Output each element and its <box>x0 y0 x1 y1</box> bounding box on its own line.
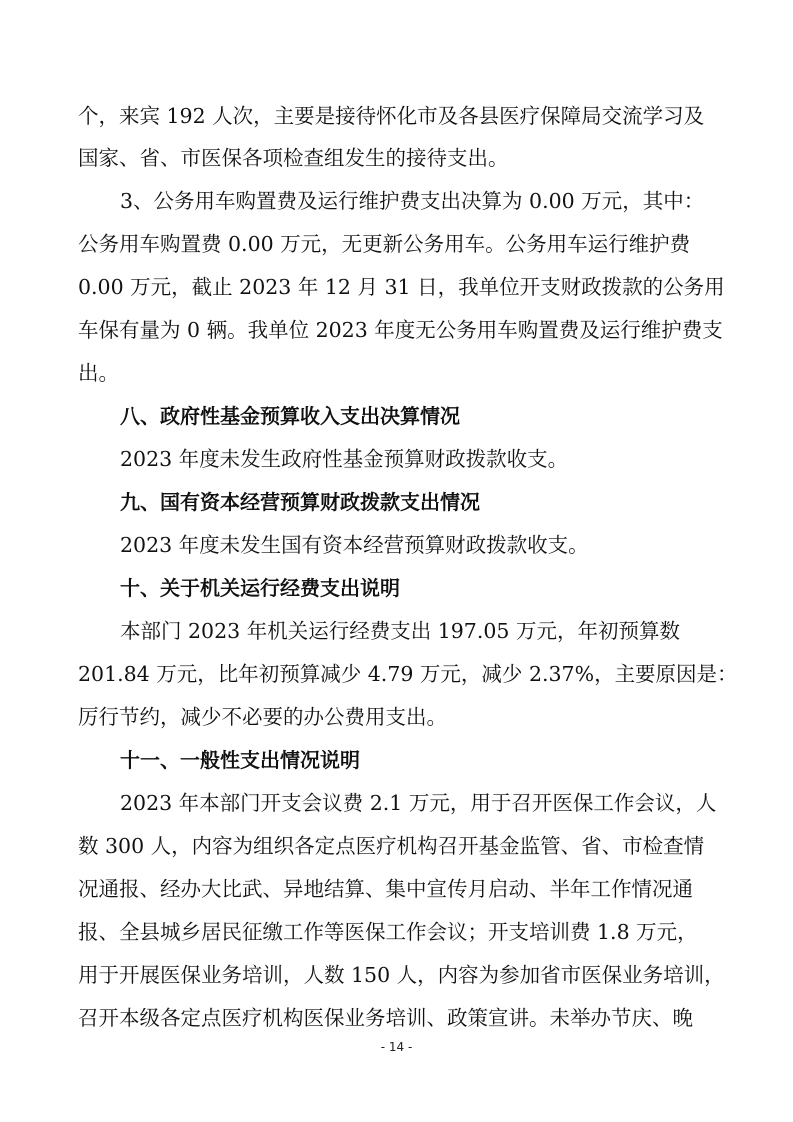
body-line: 2023 年度未发生国有资本经营预算财政拨款收支。 <box>120 533 589 557</box>
section-heading-8: 八、政府性基金预算收入支出决算情况 <box>120 404 460 428</box>
body-line: 用于开展医保业务培训，人数 150 人，内容为参加省市医保业务培训， <box>78 963 725 987</box>
section-heading-11: 十一、一般性支出情况说明 <box>120 748 360 772</box>
body-line: 2023 年度未发生政府性基金预算财政拨款收支。 <box>120 447 569 471</box>
page-number: - 14 - <box>380 1040 413 1054</box>
body-line: 车保有量为 0 辆。我单位 2023 年度无公务用车购置费及运行维护费支 <box>78 318 723 342</box>
body-line: 201.84 万元，比年初预算减少 4.79 万元，减少 2.37%，主要原因是： <box>78 662 738 686</box>
section-heading-10: 十、关于机关运行经费支出说明 <box>120 576 400 600</box>
body-line: 报、全县城乡居民征缴工作等医保工作会议；开支培训费 1.8 万元， <box>78 920 698 944</box>
body-line: 2023 年本部门开支会议费 2.1 万元，用于召开医保工作会议，人 <box>120 791 717 815</box>
body-line: 厉行节约，减少不必要的办公费用支出。 <box>78 705 447 729</box>
body-line: 公务用车购置费 0.00 万元，无更新公务用车。公务用车运行维护费 <box>78 232 691 256</box>
section-heading-9: 九、国有资本经营预算财政拨款支出情况 <box>120 490 480 514</box>
body-line: 召开本级各定点医疗机构医保业务培训、政策宣讲。未举办节庆、晚 <box>78 1006 693 1030</box>
body-line: 数 300 人，内容为组织各定点医疗机构召开基金监管、省、市检查情 <box>78 834 705 858</box>
body-line: 况通报、经办大比武、异地结算、集中宣传月启动、半年工作情况通 <box>78 877 693 901</box>
body-line: 0.00 万元，截止 2023 年 12 月 31 日，我单位开支财政拨款的公务用 <box>78 275 725 299</box>
body-line: 3、公务用车购置费及运行维护费支出决算为 0.00 万元，其中： <box>120 189 705 213</box>
body-line: 个，来宾 192 人次，主要是接待怀化市及各县医疗保障局交流学习及 <box>78 104 705 128</box>
body-line: 出。 <box>78 361 119 385</box>
body-line: 国家、省、市医保各项检查组发生的接待支出。 <box>78 146 509 170</box>
body-line: 本部门 2023 年机关运行经费支出 197.05 万元，年初预算数 <box>120 619 680 643</box>
